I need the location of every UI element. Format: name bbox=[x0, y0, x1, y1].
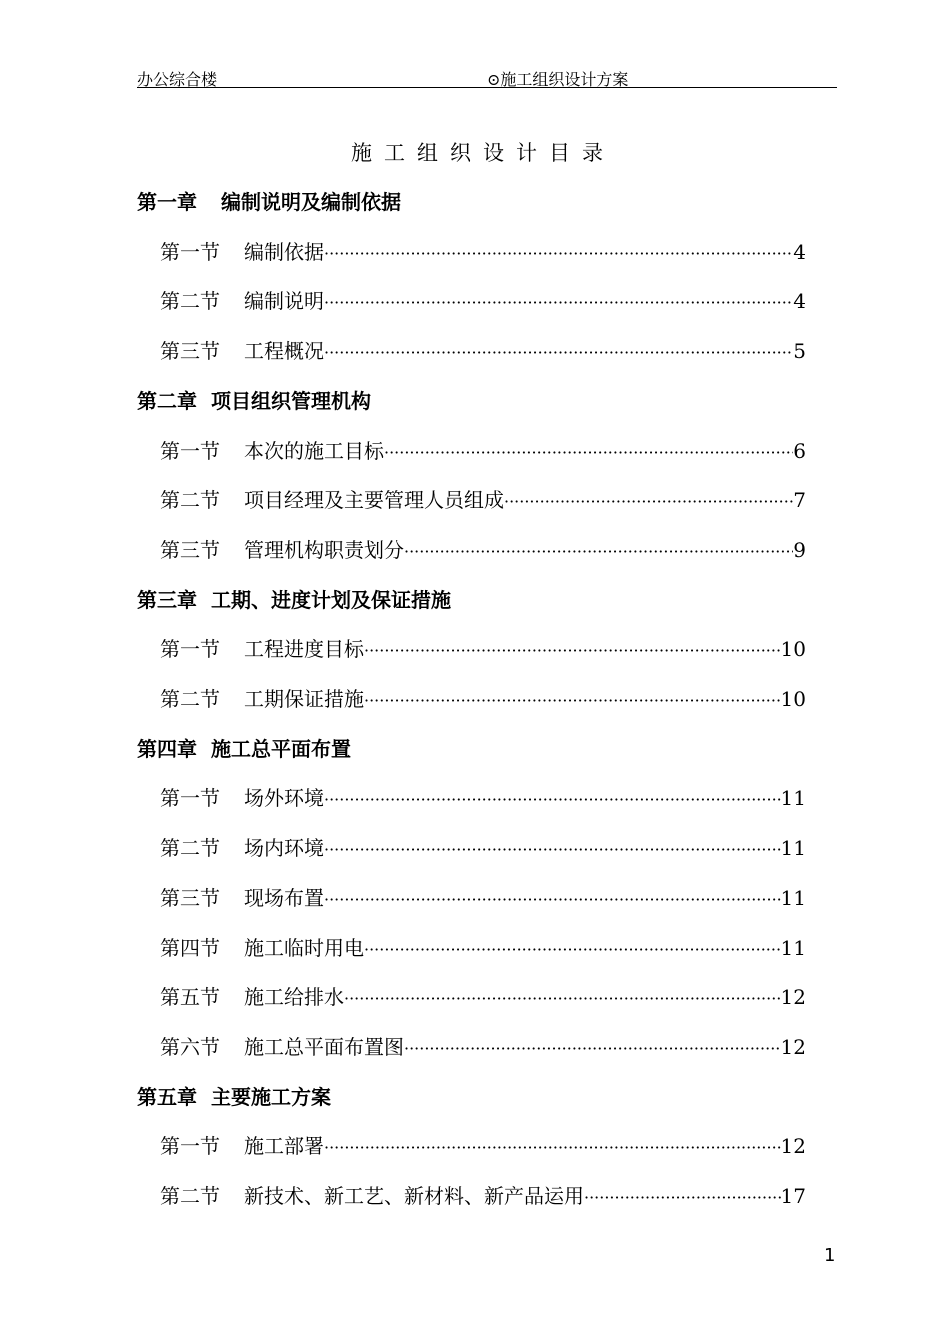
header-rule bbox=[137, 87, 837, 88]
section-title: 工程概况 bbox=[244, 339, 324, 364]
toc-section-entry[interactable] bbox=[160, 683, 806, 712]
dot-leader bbox=[504, 492, 793, 512]
section-title: 场外环境 bbox=[244, 786, 324, 811]
chapter-heading[interactable] bbox=[137, 1081, 331, 1110]
section-page-number: 12 bbox=[780, 1134, 806, 1159]
chapter-label: 第三章 bbox=[137, 587, 197, 612]
toc-section-entry[interactable] bbox=[160, 435, 806, 464]
dot-leader bbox=[324, 890, 781, 910]
chapter-heading[interactable] bbox=[137, 385, 371, 414]
section-page-number: 7 bbox=[793, 488, 806, 513]
section-title: 编制说明 bbox=[244, 289, 324, 314]
section-title: 施工部署 bbox=[244, 1134, 324, 1159]
section-page-number: 12 bbox=[780, 985, 806, 1010]
section-page-number: 11 bbox=[780, 836, 806, 861]
toc-section-entry[interactable] bbox=[160, 832, 806, 861]
toc-section-entry[interactable] bbox=[160, 335, 806, 364]
toc-title: 施工组织设计目录 bbox=[351, 141, 615, 165]
section-label: 第五节 bbox=[160, 985, 220, 1010]
section-page-number: 6 bbox=[793, 438, 806, 463]
toc-section-entry[interactable] bbox=[160, 236, 806, 265]
header-right-text: ⊙施工组织设计方案 bbox=[487, 70, 629, 89]
page-number: 1 bbox=[824, 1245, 836, 1266]
dot-leader bbox=[324, 343, 793, 363]
section-label: 第一节 bbox=[160, 786, 220, 811]
dot-leader bbox=[324, 790, 781, 810]
section-page-number: 4 bbox=[793, 239, 806, 264]
section-page-number: 12 bbox=[780, 1034, 806, 1059]
section-page-number: 11 bbox=[780, 935, 806, 960]
section-title: 施工临时用电 bbox=[244, 935, 364, 960]
section-label: 第四节 bbox=[160, 935, 220, 960]
section-label: 第一节 bbox=[160, 239, 220, 264]
dot-leader bbox=[404, 542, 793, 562]
toc-section-entry[interactable] bbox=[160, 782, 806, 811]
section-label: 第一节 bbox=[160, 1134, 220, 1159]
section-title: 新技术、新工艺、新材料、新产品运用 bbox=[244, 1184, 584, 1208]
dot-leader bbox=[364, 940, 781, 960]
toc-section-entry[interactable] bbox=[160, 285, 806, 314]
dot-leader bbox=[324, 244, 793, 264]
section-page-number: 5 bbox=[793, 339, 806, 364]
section-title: 施工总平面布置图 bbox=[244, 1034, 404, 1059]
dot-leader bbox=[324, 293, 793, 313]
chapter-heading[interactable] bbox=[137, 186, 401, 215]
section-title: 场内环境 bbox=[244, 836, 324, 861]
section-label: 第二节 bbox=[160, 1184, 220, 1208]
section-page-number: 10 bbox=[780, 687, 806, 711]
section-title: 工程进度目标 bbox=[244, 637, 364, 662]
chapter-title: 施工总平面布置 bbox=[211, 736, 351, 761]
chapter-heading[interactable] bbox=[137, 733, 351, 762]
toc-section-entry[interactable] bbox=[160, 882, 806, 911]
section-page-number: 10 bbox=[780, 637, 806, 662]
header-left-text: 办公综合楼 bbox=[137, 70, 218, 89]
section-title: 施工给排水 bbox=[244, 985, 344, 1010]
dot-leader bbox=[404, 1039, 781, 1059]
section-label: 第二节 bbox=[160, 289, 220, 314]
section-page-number: 17 bbox=[780, 1184, 806, 1208]
dot-leader bbox=[324, 1138, 781, 1158]
toc-section-entry[interactable] bbox=[160, 633, 806, 662]
toc-section-entry[interactable] bbox=[160, 1180, 806, 1209]
section-title: 管理机构职责划分 bbox=[244, 537, 404, 562]
section-label: 第二节 bbox=[160, 488, 220, 513]
toc-section-entry[interactable] bbox=[160, 534, 806, 563]
dot-leader bbox=[324, 840, 781, 860]
dot-leader bbox=[584, 1188, 781, 1208]
toc-section-entry[interactable] bbox=[160, 1130, 806, 1159]
dot-leader bbox=[364, 641, 781, 661]
toc-section-entry[interactable] bbox=[160, 1031, 806, 1060]
section-label: 第三节 bbox=[160, 537, 220, 562]
dot-leader bbox=[344, 989, 781, 1009]
dot-leader bbox=[364, 691, 781, 711]
section-page-number: 4 bbox=[793, 289, 806, 314]
chapter-label: 第五章 bbox=[137, 1084, 197, 1109]
chapter-heading[interactable] bbox=[137, 584, 451, 613]
chapter-title: 工期、进度计划及保证措施 bbox=[211, 587, 451, 612]
section-page-number: 11 bbox=[780, 786, 806, 811]
section-page-number: 11 bbox=[780, 885, 806, 910]
chapter-title: 项目组织管理机构 bbox=[211, 388, 371, 413]
section-title: 项目经理及主要管理人员组成 bbox=[244, 488, 504, 513]
toc-section-entry[interactable] bbox=[160, 932, 806, 961]
section-label: 第二节 bbox=[160, 836, 220, 861]
dot-leader bbox=[384, 443, 793, 463]
chapter-title: 编制说明及编制依据 bbox=[221, 190, 401, 214]
toc-section-entry[interactable] bbox=[160, 484, 806, 513]
chapter-label: 第四章 bbox=[137, 736, 197, 761]
chapter-title: 主要施工方案 bbox=[211, 1084, 331, 1109]
section-label: 第一节 bbox=[160, 637, 220, 662]
section-label: 第六节 bbox=[160, 1034, 220, 1059]
section-page-number: 9 bbox=[793, 537, 806, 562]
section-title: 本次的施工目标 bbox=[244, 438, 384, 463]
section-title: 现场布置 bbox=[244, 885, 324, 910]
section-label: 第一节 bbox=[160, 438, 220, 463]
section-title: 工期保证措施 bbox=[244, 687, 364, 711]
chapter-label: 第一章 bbox=[137, 190, 197, 214]
section-label: 第二节 bbox=[160, 687, 220, 711]
chapter-label: 第二章 bbox=[137, 388, 197, 413]
section-label: 第三节 bbox=[160, 885, 220, 910]
section-title: 编制依据 bbox=[244, 239, 324, 264]
section-label: 第三节 bbox=[160, 339, 220, 364]
toc-section-entry[interactable] bbox=[160, 981, 806, 1010]
